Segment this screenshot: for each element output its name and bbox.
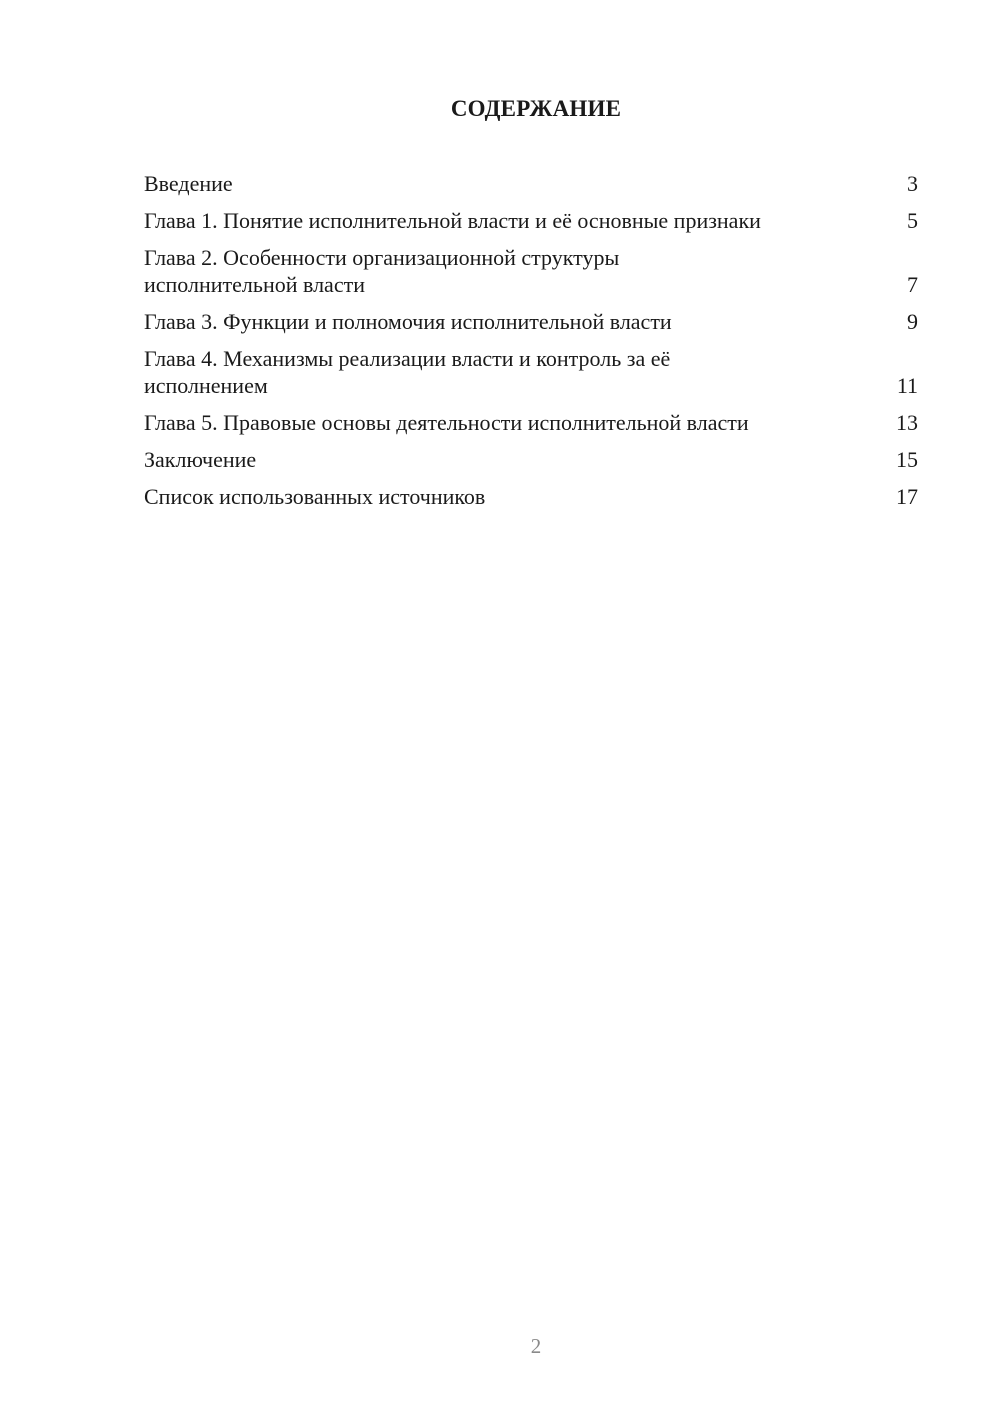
toc-entry-conclusion	[144, 446, 918, 473]
toc-entry-page: 5	[907, 208, 918, 233]
toc-entry-page: 17	[896, 484, 918, 509]
toc-entry-page: 7	[907, 272, 918, 297]
toc-entry-chapter-1	[144, 207, 918, 234]
toc-entry-chapter-4	[144, 345, 918, 399]
toc-entry-page: 9	[907, 309, 918, 334]
toc-entry-page: 13	[896, 410, 918, 435]
page-number: 2	[530, 1334, 542, 1358]
toc-entry-chapter-5	[144, 409, 918, 436]
toc-entry-chapter-3	[144, 308, 918, 335]
toc-entry-references	[144, 483, 918, 510]
toc-entry-title: Список использованных источников	[144, 484, 486, 509]
toc-entry-title: Заключение	[144, 447, 257, 472]
toc-entry-page: 11	[896, 373, 918, 398]
toc-entry-title: Глава 5. Правовые основы деятельности исполнительной власти	[144, 410, 749, 435]
toc-entry-page: 3	[907, 171, 918, 196]
toc-entry-title: Глава 2. Особенности организационной структуры исполнительной власти	[144, 245, 620, 297]
toc-entry-page: 15	[896, 447, 918, 472]
toc-entry-chapter-2	[144, 244, 918, 298]
table-of-contents	[144, 170, 918, 520]
toc-entry-introduction	[144, 170, 918, 197]
toc-entry-title: Глава 4. Механизмы реализации власти и контроль за её исполнением	[144, 346, 671, 398]
toc-entry-title: Глава 3. Функции и полномочия исполнительной власти	[144, 309, 672, 334]
toc-heading: СОДЕРЖАНИЕ	[450, 96, 622, 121]
toc-entry-title: Введение	[144, 171, 233, 196]
toc-entry-title: Глава 1. Понятие исполнительной власти и её основные признаки	[144, 208, 761, 233]
